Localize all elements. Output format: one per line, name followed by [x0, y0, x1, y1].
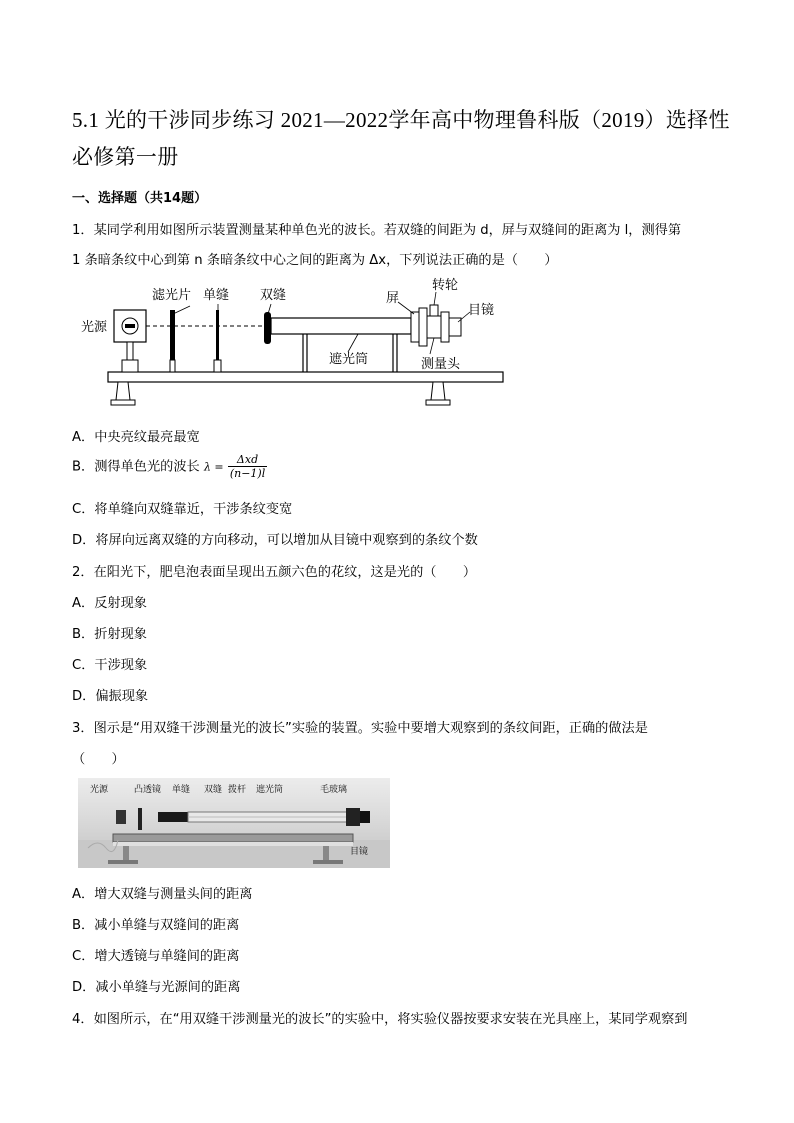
shade-tube — [271, 318, 411, 334]
label-double-slit: 双缝 — [260, 288, 287, 303]
filter-plate — [170, 310, 175, 360]
q3-option-d[interactable]: D．减小单缝与光源间的距离 — [72, 980, 241, 995]
apparatus-photo — [78, 778, 390, 868]
photo-label-shade-tube: 遮光筒 — [256, 785, 284, 795]
double-slit-apparatus-diagram — [78, 272, 518, 412]
optical-bench-rail — [108, 372, 503, 382]
wavelength-formula — [228, 453, 267, 480]
q1-option-b-text: B．测得单色光的波长 — [72, 459, 200, 475]
bench-foot-right — [431, 382, 445, 400]
formula-denominator: (n−1)l — [229, 467, 266, 480]
photo-label-light-source: 光源 — [90, 785, 109, 795]
q2-stem: 2．在阳光下，肥皂泡表面呈现出五颜六色的花纹，这是光的（ ） — [72, 565, 477, 580]
section-heading: 一、选择题（共14题） — [72, 191, 208, 206]
q1-option-d[interactable]: D．将屏向远离双缝的方向移动，可以增加从目镜中观察到的条纹个数 — [72, 533, 478, 548]
q3-option-c[interactable]: C．增大透镜与单缝间的距离 — [72, 949, 240, 964]
label-measuring-head: 测量头 — [421, 357, 461, 372]
q1-stem-line1: 1．某同学利用如图所示装置测量某种单色光的波长。若双缝的间距为 d，屏与双缝间的距离为 l，测得第 — [72, 223, 682, 238]
label-wheel: 转轮 — [432, 278, 459, 293]
single-slit-plate — [216, 310, 219, 360]
label-single-slit: 单缝 — [203, 288, 230, 303]
label-filter: 滤光片 — [152, 288, 192, 303]
q2-option-a[interactable]: A．反射现象 — [72, 596, 147, 611]
q1-option-c[interactable]: C．将单缝向双缝靠近，干涉条纹变宽 — [72, 502, 293, 517]
q3-stem-line1: 3．图示是“用双缝干涉测量光的波长”实验的装置。实验中要增大观察到的条纹间距，正确的做法是 — [72, 721, 648, 736]
label-screen: 屏 — [386, 291, 400, 306]
photo-label-single-slit: 单缝 — [172, 785, 191, 795]
label-shade-tube: 遮光筒 — [329, 352, 369, 367]
q1-stem-line2: 1 条暗条纹中心到第 n 条暗条纹中心之间的距离为 Δx，下列说法正确的是（ ） — [72, 253, 558, 268]
photo-label-ground-glass: 毛玻璃 — [320, 785, 348, 795]
q2-option-c[interactable]: C．干涉现象 — [72, 658, 148, 673]
q3-option-b[interactable]: B．减小单缝与双缝间的距离 — [72, 918, 240, 933]
q1-option-a[interactable]: A．中央亮纹最亮最宽 — [72, 430, 200, 445]
measuring-head — [427, 316, 441, 338]
lambda-symbol: λ = — [203, 460, 224, 474]
q2-option-d[interactable]: D．偏振现象 — [72, 689, 149, 704]
double-slit-plate — [264, 312, 271, 344]
label-light-source: 光源 — [81, 320, 108, 335]
photo-label-convex-lens: 凸透镜 — [134, 785, 162, 795]
q3-stem-line2: （ ） — [72, 752, 125, 767]
label-eyepiece: 目镜 — [468, 303, 495, 318]
q3-option-a[interactable]: A．增大双缝与测量头间的距离 — [72, 887, 253, 902]
photo-label-double-slit: 双缝 — [204, 785, 223, 795]
wheel — [430, 305, 438, 316]
q2-option-b[interactable]: B．折射现象 — [72, 627, 147, 642]
screen-plate — [411, 312, 419, 342]
photo-label-eyepiece: 目镜 — [350, 847, 369, 857]
q4-stem-line1: 4．如图所示，在“用双缝干涉测量光的波长”的实验中，将实验仪器按要求安装在光具座上，某同学观察到 — [72, 1012, 688, 1027]
bench-foot-left — [116, 382, 130, 400]
photo-label-lever: 拨杆 — [228, 785, 247, 795]
page-title: 5.1 光的干涉同步练习 2021—2022学年高中物理鲁科版（2019）选择性必修第一册 — [72, 108, 730, 169]
q1-option-b[interactable] — [72, 453, 267, 480]
formula-numerator: Δxd — [228, 453, 267, 467]
